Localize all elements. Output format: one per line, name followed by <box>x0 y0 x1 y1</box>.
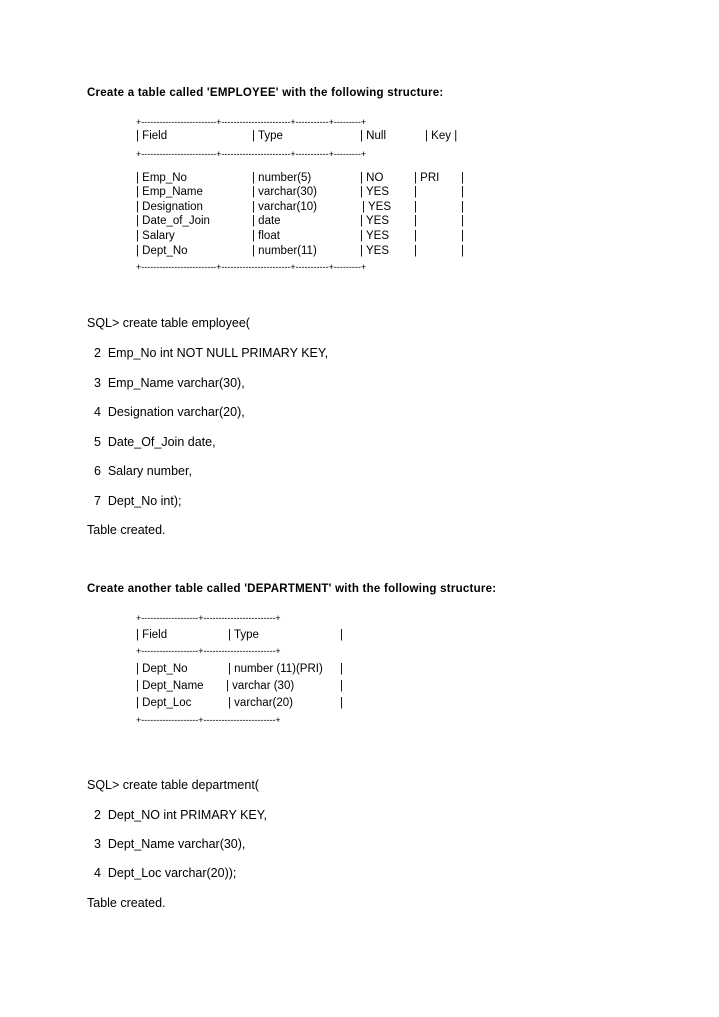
sql-line: SQL> create table department( <box>87 778 259 792</box>
table-row-field: | Emp_No <box>136 172 187 184</box>
table-row-field: | Dept_Loc <box>136 697 192 709</box>
table-row-type: | number(11) <box>252 245 317 257</box>
table-row-end: | <box>461 201 464 213</box>
employee-table-top-border: +-------------------------+-----------------------+-----------+---------+ <box>136 117 367 127</box>
table-row-field: | Date_of_Join <box>136 215 210 227</box>
table-row-key: | <box>414 186 417 198</box>
table-row-end: | <box>340 680 343 692</box>
table-row-end: | <box>461 245 464 257</box>
table-row-null: | YES <box>360 186 389 198</box>
table-row-field: | Dept_No <box>136 663 188 675</box>
table-row-end: | <box>461 186 464 198</box>
department-header-type: | Type <box>228 629 259 641</box>
sql-line: 5 Date_Of_Join date, <box>87 435 216 449</box>
table-row-field: | Emp_Name <box>136 186 203 198</box>
table-row-null: | YES <box>360 245 389 257</box>
table-row-end: | <box>461 172 464 184</box>
table-row-end: | <box>461 230 464 242</box>
table-row-type: | varchar(30) <box>252 186 317 198</box>
department-table-top-border: +-------------------+------------------------+ <box>136 613 281 623</box>
sql-result: Table created. <box>87 896 166 910</box>
department-table-header-border: +-------------------+------------------------+ <box>136 646 281 656</box>
table-row-type: | varchar (30) <box>226 680 295 692</box>
employee-header-type: | Type <box>252 130 283 142</box>
employee-table-bottom-border: +-------------------------+-----------------------+-----------+---------+ <box>136 262 367 272</box>
table-row-type: | float <box>252 230 280 242</box>
table-row-null: | YES <box>362 201 391 213</box>
table-row-null: | YES <box>360 230 389 242</box>
sql-line: SQL> create table employee( <box>87 316 250 330</box>
table-row-key: | <box>414 201 417 213</box>
sql-line: 2 Dept_NO int PRIMARY KEY, <box>87 808 267 822</box>
sql-line: 3 Dept_Name varchar(30), <box>87 837 246 851</box>
table-row-field: | Dept_Name <box>136 680 204 692</box>
employee-header-field: | Field <box>136 130 168 142</box>
sql-result: Table created. <box>87 523 166 537</box>
table-row-type: | number (11)(PRI) <box>228 663 323 675</box>
table-row-field: | Dept_No <box>136 245 188 257</box>
sql-line: 2 Emp_No int NOT NULL PRIMARY KEY, <box>87 346 329 360</box>
table-row-end: | <box>340 663 343 675</box>
table-row-field: | Designation <box>136 201 203 213</box>
department-header-field: | Field <box>136 629 168 641</box>
table-row-key: | <box>414 215 417 227</box>
employee-header-null: | Null <box>360 130 386 142</box>
table-row-end: | <box>340 697 343 709</box>
table-row-type: | number(5) <box>252 172 312 184</box>
department-heading: Create another table called 'DEPARTMENT' with the following structure: <box>87 583 497 595</box>
employee-table-header-border: +-------------------------+-----------------------+-----------+---------+ <box>136 149 367 159</box>
table-row-end: | <box>461 215 464 227</box>
department-table-bottom-border: +-------------------+------------------------+ <box>136 715 281 725</box>
sql-line: 6 Salary number, <box>87 464 192 478</box>
table-row-null: | NO <box>360 172 384 184</box>
sql-line: 4 Designation varchar(20), <box>87 405 245 419</box>
employee-heading: Create a table called 'EMPLOYEE' with the following structure: <box>87 87 444 99</box>
table-row-type: | varchar(10) <box>252 201 317 213</box>
department-header-end: | <box>340 629 343 641</box>
sql-line: 3 Emp_Name varchar(30), <box>87 376 245 390</box>
table-row-key: | <box>414 230 417 242</box>
sql-line: 4 Dept_Loc varchar(20)); <box>87 866 237 880</box>
sql-line: 7 Dept_No int); <box>87 494 182 508</box>
table-row-type: | varchar(20) <box>228 697 293 709</box>
table-row-key: | PRI <box>414 172 440 184</box>
table-row-type: | date <box>252 215 281 227</box>
table-row-field: | Salary <box>136 230 175 242</box>
employee-header-key: | Key | <box>425 130 458 142</box>
table-row-key: | <box>414 245 417 257</box>
table-row-null: | YES <box>360 215 389 227</box>
